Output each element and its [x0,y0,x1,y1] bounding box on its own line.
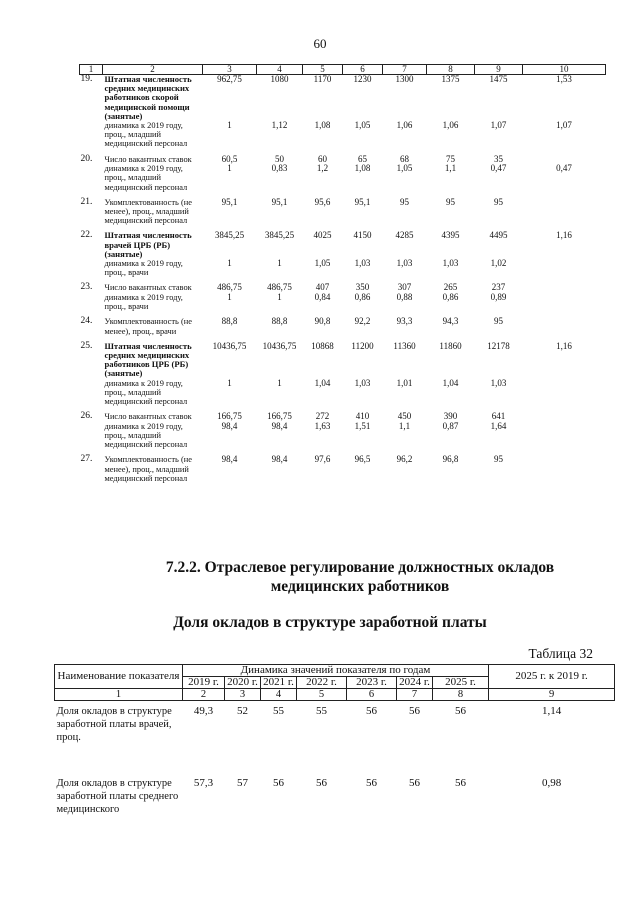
table-cell: 1,04 [314,377,331,388]
header-indicator-name: Наименование показателя [55,665,183,689]
table-cell [523,259,606,277]
row-label: Укомплектованность (не менее), проц., младший медицинский персонал [104,197,192,226]
row-index: 21. [80,196,93,207]
table-cell: 1170 [313,74,332,84]
table-cell: 1 [227,377,232,388]
table-cell: 50 [275,153,284,164]
table-cell: 0,88 [396,292,413,303]
table-cell: 56 [273,777,284,789]
table-cell: 1,04 [442,377,459,388]
table-cell: 1,02 [490,258,507,269]
table-cell: 0,87 [442,420,459,431]
subtitle: Доля окладов в структуре заработной платы [173,614,487,631]
table-cell: 68 [400,153,409,164]
table-cell: 56 [409,777,420,789]
table-cell: 1,03 [396,258,413,269]
table-cell: 95 [446,196,455,207]
table-cell [523,311,606,335]
table-row [80,449,606,483]
column-number-header: 8 [427,65,475,75]
table-cell: 11200 [351,340,374,351]
table-cell: 350 [355,282,370,293]
table-cell: 1 [227,163,232,174]
column-number-header: 10 [523,65,606,75]
table-cell: 0,98 [541,777,562,789]
section-title-line2: медицинских работников [270,578,450,595]
header-year: 2021 г. [261,677,297,689]
table-cell: 10868 [311,340,334,351]
table-cell: 1,03 [442,258,459,269]
column-number-header: 9 [489,689,615,701]
table-row [80,164,606,192]
column-number-header: 3 [225,689,261,701]
table-row [55,773,615,816]
row-index: 20. [80,153,93,164]
row-index [80,259,103,277]
table-cell: 1475 [489,74,508,84]
section-title-line1: 7.2.2. Отраслевое регулирование должностных окладов [165,559,555,576]
table-cell: 4395 [441,230,460,241]
table-cell: 93,3 [396,316,413,327]
table-cell: 92,2 [354,316,371,327]
table-cell: 11860 [439,340,462,351]
table-cell: 97,6 [314,454,331,465]
table-cell: 1,05 [314,258,331,269]
table-cell: 3845,25 [214,230,245,241]
table-cell: 56 [316,777,327,789]
table-row [80,406,606,422]
row-index: 19. [80,74,93,84]
table-cell: 307 [397,282,412,293]
table-cell: 4150 [353,230,372,241]
table-cell [523,379,606,407]
table-cell: 1,14 [541,705,562,717]
row-index: 25. [80,340,93,351]
table-row [80,293,606,311]
row-label: динамика к 2019 году, проц., врачи [104,293,183,312]
table-cell: 641 [491,411,506,422]
header-ratio: 2025 г. к 2019 г. [489,665,615,689]
row-label: динамика к 2019 году, проц., младший медицинский персонал [104,421,188,450]
table-cell: 0,86 [442,292,459,303]
table-cell: 1375 [441,74,460,84]
row-label: динамика к 2019 году, проц., младший медицинский персонал [104,164,188,192]
column-number-header: 6 [347,689,397,701]
row-label: Штатная численность средних медицинских работников скорой медицинской помощи (занятые) [104,74,192,121]
row-label: Число вакантных ставок [104,154,192,164]
column-number-header: 7 [383,65,427,75]
header-year: 2023 г. [347,677,397,689]
row-index: 23. [80,282,93,293]
table-cell: 95 [494,196,503,207]
table-cell: 3845,25 [264,230,295,241]
table-cell: 1,03 [354,258,371,269]
table-row [80,379,606,407]
column-number-header: 2 [183,689,225,701]
table-cell: 4025 [313,230,332,241]
column-number-header: 4 [261,689,297,701]
table-cell: 65 [358,153,367,164]
table-cell: 1,08 [354,163,371,174]
header-year: 2022 г. [297,677,347,689]
table-cell: 1 [277,377,282,388]
row-index: 26. [80,411,93,422]
column-number-header: 4 [257,65,303,75]
table-cell: 10436,75 [262,340,297,351]
table-cell: 1,53 [556,74,572,84]
table-cell: 10436,75 [212,340,247,351]
column-number-header: 5 [297,689,347,701]
table-cell: 450 [397,411,412,422]
header-year: 2020 г. [225,677,261,689]
column-number-header: 1 [80,65,103,75]
table-cell: 962,75 [217,74,242,84]
table-cell: 57 [237,777,248,789]
table-cell: 1,12 [271,120,288,131]
table-cell: 410 [355,411,370,422]
table-cell: 90,8 [314,316,331,327]
row-label: динамика к 2019 году, проц., младший медицинский персонал [104,121,188,149]
table-row [80,259,606,277]
row-label: динамика к 2019 году, проц., врачи [104,259,183,278]
table-cell: 95 [494,454,503,465]
table-row [80,277,606,293]
table-cell: 75 [446,153,455,164]
table-cell: 1,16 [556,230,572,241]
section-title [0,558,640,596]
table-row [80,149,606,165]
table-cell: 1,2 [316,163,329,174]
table-cell: 1,07 [556,120,572,131]
table-cell: 1,06 [396,120,413,131]
table-cell: 0,83 [271,163,288,174]
table-cell: 96,5 [354,454,371,465]
table-cell: 0,47 [490,163,507,174]
table-cell: 96,8 [442,454,459,465]
table-cell: 52 [237,705,248,717]
table-cell: 486,75 [217,282,242,293]
table-cell: 166,75 [267,411,292,422]
table-row [80,75,606,122]
table-cell: 4285 [395,230,414,241]
table-row [80,225,606,259]
table-cell: 4495 [489,230,508,241]
row-label: Доля окладов в структуре заработной платы среднего медицинского [56,778,179,815]
table-cell: 94,3 [442,316,459,327]
row-index [80,293,103,311]
table-cell: 1,16 [556,340,572,351]
table-cell: 60 [318,153,327,164]
table-row [80,121,606,149]
row-label: Число вакантных ставок [104,412,192,422]
table-cell: 1 [277,258,282,269]
header-dynamics: Динамика значений показателя по годам [183,665,489,677]
table-cell: 1,51 [354,420,371,431]
table-cell: 56 [366,777,377,789]
table-cell: 166,75 [217,411,242,422]
table-cell: 98,4 [271,454,288,465]
table-row [80,192,606,226]
column-number-header: 5 [303,65,343,75]
table-cell: 98,4 [221,454,238,465]
table-cell [523,449,606,483]
table-cell: 56 [366,705,377,717]
table-cell: 0,84 [314,292,331,303]
table-cell: 56 [455,777,467,789]
table-cell: 56 [409,705,420,717]
salary-share-table [54,664,615,816]
table-cell [523,406,606,422]
header-year: 2024 г. [397,677,433,689]
table-cell: 95 [400,196,409,207]
table-row [80,422,606,450]
table-cell: 1,06 [442,120,459,131]
table-cell: 1,08 [314,120,331,131]
table-cell [523,422,606,450]
table-cell: 272 [315,411,330,422]
row-label: Штатная численность средних медицинских работников ЦРБ (РБ) (занятые) [104,340,192,379]
row-label: Число вакантных ставок [104,283,192,293]
row-index: 22. [80,230,93,241]
staffing-table [79,64,606,483]
table-cell: 57,3 [193,777,214,789]
table-cell: 98,4 [221,420,238,431]
row-index [80,379,103,407]
row-label: динамика к 2019 году, проц., младший медицинский персонал [104,378,188,407]
column-number-header: 7 [397,689,433,701]
table-cell: 1,03 [354,377,371,388]
table-cell: 11360 [393,340,416,351]
table-cell [523,277,606,293]
table-row [80,311,606,335]
row-label: Укомплектованность (не менее), проц., младший медицинский персонал [104,455,192,483]
table-cell: 95,1 [221,196,238,207]
table-cell: 49,3 [193,705,214,717]
table-cell: 56 [455,705,467,717]
column-number-header: 8 [433,689,489,701]
table-cell: 1,64 [490,420,507,431]
table-cell: 1 [277,292,282,303]
table-cell: 1 [227,258,232,269]
page-number: 60 [313,36,327,51]
column-number-header: 3 [203,65,257,75]
table-cell: 95 [494,316,503,327]
table-cell: 98,4 [271,420,288,431]
table-cell: 35 [494,153,503,164]
table-cell: 95,1 [271,196,288,207]
table-cell: 0,47 [556,163,572,174]
table-cell [523,293,606,311]
table-cell: 1,05 [354,120,371,131]
table-cell: 1230 [353,74,372,84]
table-cell: 0,86 [354,292,371,303]
table-cell: 88,8 [221,316,238,327]
table-cell: 0,89 [490,292,507,303]
table-cell: 95,1 [354,196,371,207]
table-cell: 237 [491,282,506,293]
row-index: 24. [80,316,93,327]
row-index [80,121,103,149]
header-year: 2025 г. [433,677,489,689]
column-number-header: 1 [55,689,183,701]
table-cell: 390 [443,411,458,422]
table-cell: 1 [227,120,232,131]
table-cell: 1,05 [396,163,413,174]
table-cell: 55 [316,705,327,717]
column-number-header: 2 [103,65,203,75]
row-index [80,164,103,192]
table-cell [523,149,606,165]
table-cell: 1,1 [444,163,457,174]
table-cell: 1080 [270,74,289,84]
table-cell [523,192,606,226]
table-cell: 1,63 [314,420,331,431]
row-index [80,422,103,450]
table-row [55,701,615,774]
table-caption: Таблица 32 [528,646,593,661]
column-number-header: 9 [475,65,523,75]
table-cell: 1,07 [490,120,507,131]
table-cell: 486,75 [267,282,292,293]
table-cell: 88,8 [271,316,288,327]
table-cell: 12178 [487,340,510,351]
header-year: 2019 г. [183,677,225,689]
row-index: 27. [80,454,93,465]
table-cell: 1 [227,292,232,303]
table-cell: 1300 [395,74,414,84]
row-label: Штатная численность врачей ЦРБ (РБ) (занятые) [104,230,192,259]
row-label: Укомплектованность (не менее), проц., врачи [104,317,192,336]
column-number-header: 6 [343,65,383,75]
table-cell: 55 [273,705,284,717]
table-cell: 1,03 [490,377,507,388]
table-cell: 1,01 [396,377,413,388]
table-cell: 1,1 [398,420,411,431]
row-label: Доля окладов в структуре заработной платы врачей, проц. [56,706,172,743]
table-cell: 96,2 [396,454,413,465]
table-cell: 265 [443,282,458,293]
table-row [80,336,606,379]
table-cell: 95,6 [314,196,331,207]
table-cell: 407 [315,282,330,293]
table-cell: 60,5 [221,153,238,164]
